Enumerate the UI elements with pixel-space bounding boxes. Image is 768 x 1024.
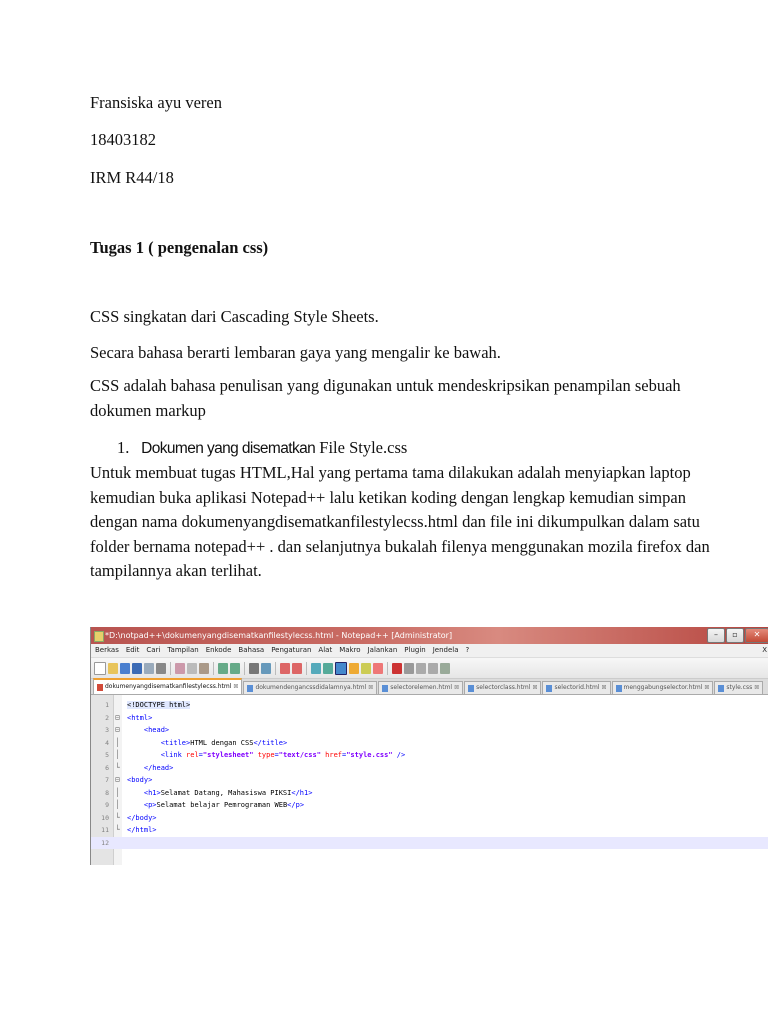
student-id: 18403182 <box>90 130 156 149</box>
code-line[interactable] <box>91 737 768 750</box>
menu-item[interactable]: Tampilan <box>167 646 199 654</box>
doc-map-icon[interactable] <box>361 663 371 674</box>
code-line[interactable] <box>91 799 768 812</box>
fold-marker-icon[interactable]: ⊟ <box>115 775 120 784</box>
fold-marker-icon[interactable]: ⊟ <box>115 725 120 734</box>
fold-marker-icon: │ <box>115 787 120 797</box>
code-text: <body> <box>127 776 153 784</box>
menu-item[interactable]: Makro <box>339 646 361 654</box>
menu-item[interactable]: Enkode <box>205 646 232 654</box>
close-tab-icon[interactable]: ⊠ <box>754 684 760 691</box>
indent-guide-icon[interactable] <box>349 663 359 674</box>
play-macro-icon[interactable] <box>416 663 426 674</box>
replace-icon[interactable] <box>261 663 271 674</box>
function-list-icon[interactable] <box>373 663 383 674</box>
code-line[interactable] <box>91 712 768 725</box>
menu-item[interactable]: Jalankan <box>367 646 398 654</box>
line-number: 3 <box>105 726 109 734</box>
line-number: 10 <box>101 813 109 822</box>
close-button[interactable]: ✕ <box>745 628 768 643</box>
line-number: 2 <box>105 713 109 722</box>
window-controls <box>707 628 768 643</box>
menu-item[interactable]: ? <box>465 646 470 654</box>
student-class: IRM R44/18 <box>90 168 174 187</box>
close-tab-icon[interactable]: ⊠ <box>601 684 607 691</box>
code-text: <p>Selamat belajar Pemrograman WEB</p> <box>143 801 305 809</box>
code-text: </body> <box>127 813 157 822</box>
code-line[interactable] <box>91 837 768 850</box>
notepad-icon <box>94 631 104 642</box>
npp-title-bar <box>91 627 768 644</box>
file-tab[interactable] <box>378 681 463 694</box>
sync-scroll-icon[interactable] <box>311 663 321 674</box>
minimize-button[interactable]: – <box>707 628 725 643</box>
list-item-1 <box>117 436 407 461</box>
code-line[interactable] <box>91 749 768 762</box>
file-icon <box>97 684 103 691</box>
record-macro-icon[interactable] <box>392 663 402 674</box>
file-icon <box>468 685 474 692</box>
file-tab-label: selectorelemen.html <box>390 684 453 691</box>
close-tab-icon[interactable]: ⊠ <box>532 684 538 691</box>
menu-item[interactable]: Plugin <box>404 646 426 654</box>
npp-menu-bar <box>91 644 768 658</box>
line-number: 7 <box>105 776 109 784</box>
file-tab-label: dokumendengancssdidalamnya.html <box>255 684 367 691</box>
npp-editor[interactable] <box>91 695 768 865</box>
file-tab-label: style.css <box>726 684 753 691</box>
npp-tab-bar <box>91 679 768 695</box>
code-text: </html> <box>127 826 157 834</box>
menu-item[interactable]: Berkas <box>95 646 119 654</box>
menu-item[interactable]: Pengaturan <box>271 646 312 654</box>
code-text: <head> <box>143 726 170 734</box>
file-tab[interactable] <box>93 678 242 694</box>
file-icon <box>718 685 724 692</box>
file-tab-label: selectorid.html <box>554 684 600 691</box>
close-tab-icon[interactable]: ⊠ <box>368 684 374 691</box>
line-number: 11 <box>101 826 109 834</box>
print-icon[interactable] <box>156 663 166 674</box>
paragraph-css-meaning: Secara bahasa berarti lembaran gaya yang mengalir ke bawah. <box>90 343 501 362</box>
code-text: <h1>Selamat Datang, Mahasiswa PIKSI</h1> <box>143 788 313 797</box>
wrap-icon[interactable] <box>323 663 333 674</box>
zoom-out-icon[interactable] <box>292 663 302 674</box>
code-line[interactable] <box>91 724 768 737</box>
npp-toolbar <box>91 658 768 679</box>
code-line[interactable] <box>91 762 768 775</box>
fold-marker-icon: │ <box>115 800 120 809</box>
cut-icon[interactable] <box>175 663 185 674</box>
file-tab[interactable] <box>542 681 610 694</box>
file-tab-label: selectorclass.html <box>476 684 531 691</box>
menu-item[interactable]: Edit <box>125 646 140 654</box>
file-tab-label: menggabungselector.html <box>623 684 703 691</box>
find-icon[interactable] <box>249 663 259 674</box>
assignment-title: Tugas 1 ( pengenalan css) <box>90 238 269 257</box>
line-number: 4 <box>105 738 109 747</box>
paste-icon[interactable] <box>199 663 209 674</box>
copy-icon[interactable] <box>187 663 197 674</box>
code-text: <html> <box>127 713 153 722</box>
zoom-in-icon[interactable] <box>280 663 290 674</box>
notepad-screenshot <box>90 627 768 865</box>
line-number: 12 <box>101 838 109 847</box>
fold-marker-icon: │ <box>115 750 120 759</box>
code-line[interactable] <box>91 787 768 800</box>
code-line[interactable] <box>91 824 768 837</box>
code-text: </head> <box>143 763 174 772</box>
file-icon <box>546 685 552 692</box>
file-tab[interactable] <box>612 681 714 694</box>
list-suffix: File Style.css <box>319 438 408 457</box>
student-name: Fransiska ayu veren <box>90 93 222 112</box>
fold-marker-icon: └ <box>115 762 120 772</box>
close-tab-icon[interactable]: ⊠ <box>454 684 460 691</box>
file-tab-label: dokumenyangdisematkanfilestylecss.html <box>105 683 232 690</box>
file-tab[interactable] <box>243 681 377 694</box>
menu-item[interactable]: Bahasa <box>238 646 265 654</box>
file-icon <box>382 685 388 692</box>
paragraph-steps: Untuk membuat tugas HTML,Hal yang pertama tama dilakukan adalah menyiapkan laptop kemudian buka aplikasi Notepad++ lalu ketikan koding dengan lengkap kemudian simpan dengan nama dokumenyangdisematkanfilestylecss.html dan file ini dikumpulkan dalam satu folder bernama notepad++ . dan selanjutnya bukalah filenya menggunakan mozila firefox dan tampilannya akan terlihat. <box>90 463 710 580</box>
fold-marker-icon: └ <box>115 825 120 834</box>
code-line[interactable] <box>91 812 768 825</box>
code-line[interactable] <box>91 774 768 787</box>
file-icon <box>616 685 622 692</box>
menu-close-button[interactable]: X <box>762 646 767 654</box>
npp-window-title: *D:\notpad++\dokumenyangdisematkanfilestylecss.html - Notepad++ [Administrator] <box>105 631 453 640</box>
line-number: 9 <box>105 801 109 809</box>
list-label: Dokumen yang disematkan <box>141 440 316 457</box>
save-icon[interactable] <box>120 663 130 674</box>
stop-macro-icon[interactable] <box>404 663 414 674</box>
paragraph-css-purpose: CSS adalah bahasa penulisan yang digunakan untuk mendeskripsikan penampilan sebuah dokumen markup <box>90 376 681 420</box>
code-line[interactable] <box>91 699 768 712</box>
menu-item[interactable]: Alat <box>318 646 333 654</box>
menu-item[interactable]: Jendela <box>432 646 459 654</box>
line-number: 6 <box>105 763 109 772</box>
close-tab-icon[interactable]: ⊠ <box>704 684 710 691</box>
save-all-icon[interactable] <box>132 663 142 674</box>
menu-item[interactable]: Cari <box>146 646 161 654</box>
close-tab-icon[interactable]: ⊠ <box>233 683 239 690</box>
open-file-icon[interactable] <box>108 663 118 674</box>
run-macro-icon[interactable] <box>428 663 438 674</box>
file-tab[interactable] <box>714 681 763 694</box>
close-file-icon[interactable] <box>144 663 154 674</box>
maximize-button[interactable]: ▫ <box>726 628 744 643</box>
code-text: <link rel="stylesheet" type="text/css" href="style.css" /> <box>160 751 406 759</box>
save-macro-icon[interactable] <box>440 663 450 674</box>
fold-marker-icon: └ <box>115 812 120 822</box>
code-text: <title>HTML dengan CSS</title> <box>160 738 288 747</box>
code-text: <!DOCTYPE html> <box>127 701 191 709</box>
file-tab[interactable] <box>464 681 541 694</box>
undo-icon[interactable] <box>218 663 228 674</box>
show-all-chars-icon[interactable] <box>335 662 347 675</box>
paragraph-css-definition: CSS singkatan dari Cascading Style Sheets. <box>90 307 379 326</box>
list-number: 1. <box>117 438 130 457</box>
redo-icon[interactable] <box>230 663 240 674</box>
new-file-icon[interactable] <box>94 662 106 675</box>
file-icon <box>247 685 253 692</box>
fold-marker-icon: │ <box>115 737 120 747</box>
line-number: 8 <box>105 788 109 797</box>
line-number: 1 <box>105 701 109 709</box>
fold-marker-icon[interactable]: ⊟ <box>115 712 120 722</box>
line-number: 5 <box>105 751 109 759</box>
